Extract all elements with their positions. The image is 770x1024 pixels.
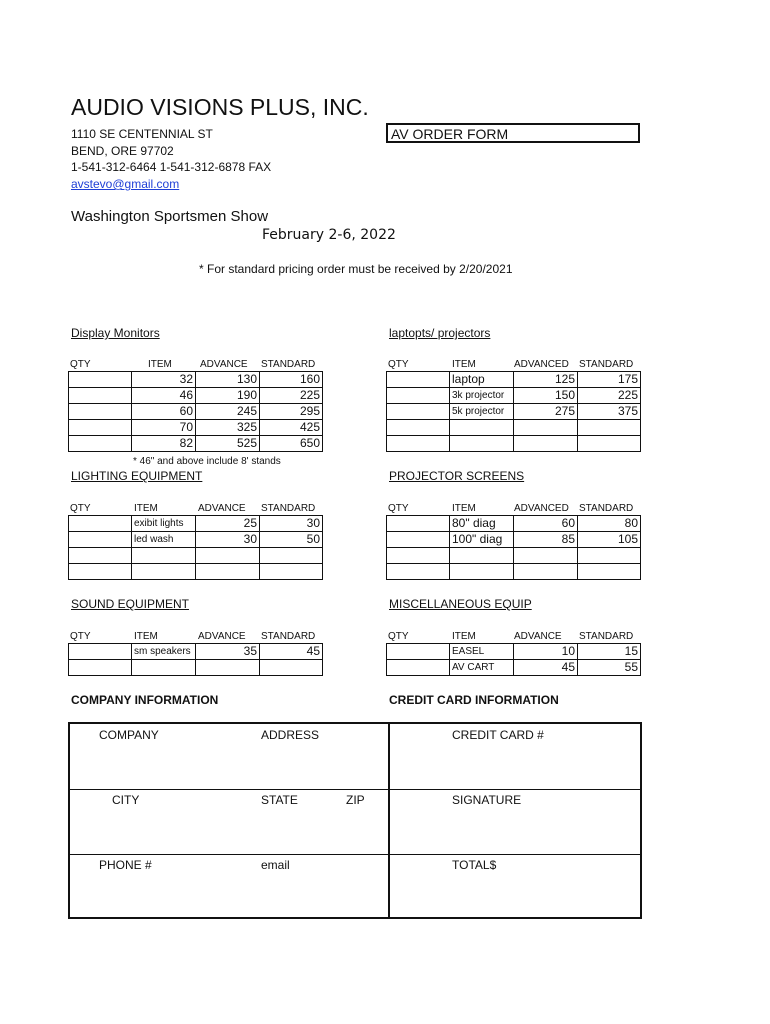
column-header: QTY [70, 359, 91, 370]
section-title: LIGHTING EQUIPMENT [71, 469, 203, 483]
event-dates: February 2-6, 2022 [262, 227, 396, 243]
email-link[interactable]: avstevo@gmail.com [71, 177, 180, 191]
qty-input[interactable] [386, 435, 450, 452]
column-header: ITEM [452, 631, 476, 642]
qty-input[interactable] [68, 659, 132, 676]
column-header: STANDARD [261, 359, 316, 370]
item-name: exibit lights [134, 518, 184, 529]
qty-input[interactable] [68, 515, 132, 532]
table-cell [259, 547, 323, 564]
column-header: QTY [70, 631, 91, 642]
pricing-note: * For standard pricing order must be received by 2/20/2021 [199, 262, 513, 276]
standard-price: 175 [617, 372, 638, 386]
monitor-footnote: * 46" and above include 8' stands [133, 456, 281, 467]
advance-price: 60 [561, 516, 575, 530]
section-title: PROJECTOR SCREENS [389, 469, 525, 483]
column-header: ADVANCED [514, 503, 569, 514]
standard-price: 30 [306, 516, 320, 530]
item-name: 46 [179, 388, 193, 402]
qty-input[interactable] [386, 371, 450, 388]
advance-price: 150 [554, 388, 575, 402]
table-cell [513, 563, 578, 580]
qty-input[interactable] [386, 387, 450, 404]
table-cell [259, 563, 323, 580]
credit-card-field-label[interactable]: CREDIT CARD # [452, 728, 544, 742]
qty-input[interactable] [386, 643, 450, 660]
item-name: 32 [179, 372, 193, 386]
standard-price: 50 [306, 532, 320, 546]
item-name: 60 [179, 404, 193, 418]
section-title: SOUND EQUIPMENT [71, 597, 190, 611]
vertical-divider [388, 724, 390, 917]
city-address: BEND, ORE 97702 [71, 144, 174, 158]
advance-price: 525 [236, 436, 257, 450]
column-header: QTY [388, 631, 409, 642]
table-cell [195, 659, 260, 676]
street-address: 1110 SE CENTENNIAL ST [71, 127, 213, 141]
item-name: 5k projector [452, 406, 505, 417]
item-name: 80" diag [452, 516, 496, 530]
email-field-label[interactable]: email [261, 858, 290, 872]
qty-input[interactable] [68, 531, 132, 548]
city-field-label[interactable]: CITY [112, 793, 140, 807]
qty-input[interactable] [386, 531, 450, 548]
qty-input[interactable] [386, 547, 450, 564]
table-cell [449, 547, 514, 564]
table-cell [131, 547, 196, 564]
column-header: ADVANCE [198, 503, 246, 514]
column-header: QTY [388, 503, 409, 514]
company-name: AUDIO VISIONS PLUS, INC. [71, 94, 369, 120]
column-header: ITEM [148, 359, 172, 370]
advance-price: 25 [243, 516, 257, 530]
qty-input[interactable] [386, 403, 450, 420]
standard-price: 15 [624, 644, 638, 658]
column-header: ADVANCE [514, 631, 562, 642]
section-title: laptopts/ projectors [389, 326, 491, 340]
qty-input[interactable] [386, 515, 450, 532]
address-field-label[interactable]: ADDRESS [261, 728, 320, 742]
qty-input[interactable] [68, 387, 132, 404]
item-name: AV CART [452, 662, 495, 673]
company-info-title: COMPANY INFORMATION [71, 693, 219, 707]
form-title-box [386, 123, 640, 143]
table-cell [131, 563, 196, 580]
advance-price: 85 [561, 532, 575, 546]
table-cell [195, 563, 260, 580]
section-title: MISCELLANEOUS EQUIP [389, 597, 532, 611]
column-header: STANDARD [261, 503, 316, 514]
standard-price: 375 [617, 404, 638, 418]
column-header: QTY [388, 359, 409, 370]
item-name: 82 [179, 436, 193, 450]
item-name: 70 [179, 420, 193, 434]
table-cell [577, 547, 641, 564]
advance-price: 275 [554, 404, 575, 418]
advance-price: 190 [236, 388, 257, 402]
table-cell [449, 435, 514, 452]
qty-input[interactable] [68, 371, 132, 388]
total-field-label[interactable]: TOTAL$ [452, 858, 497, 872]
table-cell [195, 547, 260, 564]
qty-input[interactable] [68, 547, 132, 564]
qty-input[interactable] [68, 435, 132, 452]
standard-price: 105 [617, 532, 638, 546]
standard-price: 55 [624, 660, 638, 674]
column-header: ITEM [452, 503, 476, 514]
column-header: QTY [70, 503, 91, 514]
table-cell [449, 563, 514, 580]
column-header: STANDARD [579, 359, 634, 370]
item-name: EASEL [452, 646, 485, 657]
phone-numbers: 1-541-312-6464 1-541-312-6878 FAX [71, 160, 272, 174]
table-cell [513, 547, 578, 564]
advance-price: 245 [236, 404, 257, 418]
column-header: ADVANCED [514, 359, 569, 370]
column-header: ITEM [134, 503, 158, 514]
form-title: AV ORDER FORM [391, 126, 509, 142]
column-header: STANDARD [261, 631, 316, 642]
table-cell [259, 659, 323, 676]
advance-price: 125 [554, 372, 575, 386]
table-cell [131, 659, 196, 676]
advance-price: 130 [236, 372, 257, 386]
row-divider-1 [70, 789, 640, 790]
column-header: STANDARD [579, 631, 634, 642]
column-header: ITEM [452, 359, 476, 370]
standard-price: 160 [299, 372, 320, 386]
qty-input[interactable] [68, 643, 132, 660]
standard-price: 80 [624, 516, 638, 530]
item-name: led wash [134, 534, 174, 545]
signature-field-label[interactable]: SIGNATURE [452, 793, 522, 807]
item-name: laptop [452, 372, 485, 386]
item-name: sm speakers [134, 646, 191, 657]
qty-input[interactable] [386, 563, 450, 580]
item-name: 3k projector [452, 390, 505, 401]
advance-price: 325 [236, 420, 257, 434]
standard-price: 225 [617, 388, 638, 402]
table-cell [513, 435, 578, 452]
state-field-label[interactable]: STATE [261, 793, 298, 807]
row-divider-2 [70, 854, 640, 855]
standard-price: 425 [299, 420, 320, 434]
credit-info-title: CREDIT CARD INFORMATION [389, 693, 559, 707]
column-header: ADVANCE [200, 359, 248, 370]
qty-input[interactable] [386, 659, 450, 676]
phone-field-label[interactable]: PHONE # [99, 858, 152, 872]
info-form-box [68, 722, 642, 919]
table-cell [513, 419, 578, 436]
qty-input[interactable] [68, 403, 132, 420]
table-cell [577, 419, 641, 436]
advance-price: 30 [243, 532, 257, 546]
advance-price: 35 [243, 644, 257, 658]
table-cell [449, 419, 514, 436]
column-header: ITEM [134, 631, 158, 642]
section-title: Display Monitors [71, 326, 160, 340]
column-header: STANDARD [579, 503, 634, 514]
advance-price: 45 [561, 660, 575, 674]
standard-price: 225 [299, 388, 320, 402]
standard-price: 45 [306, 644, 320, 658]
advance-price: 10 [561, 644, 575, 658]
column-header: ADVANCE [198, 631, 246, 642]
standard-price: 295 [299, 404, 320, 418]
item-name: 100" diag [452, 532, 503, 546]
standard-price: 650 [299, 436, 320, 450]
company-field-label[interactable]: COMPANY [99, 728, 159, 742]
qty-input[interactable] [68, 563, 132, 580]
qty-input[interactable] [386, 419, 450, 436]
zip-field-label[interactable]: ZIP [346, 793, 365, 807]
table-cell [577, 563, 641, 580]
qty-input[interactable] [68, 419, 132, 436]
table-cell [577, 435, 641, 452]
event-name: Washington Sportsmen Show [71, 208, 269, 225]
